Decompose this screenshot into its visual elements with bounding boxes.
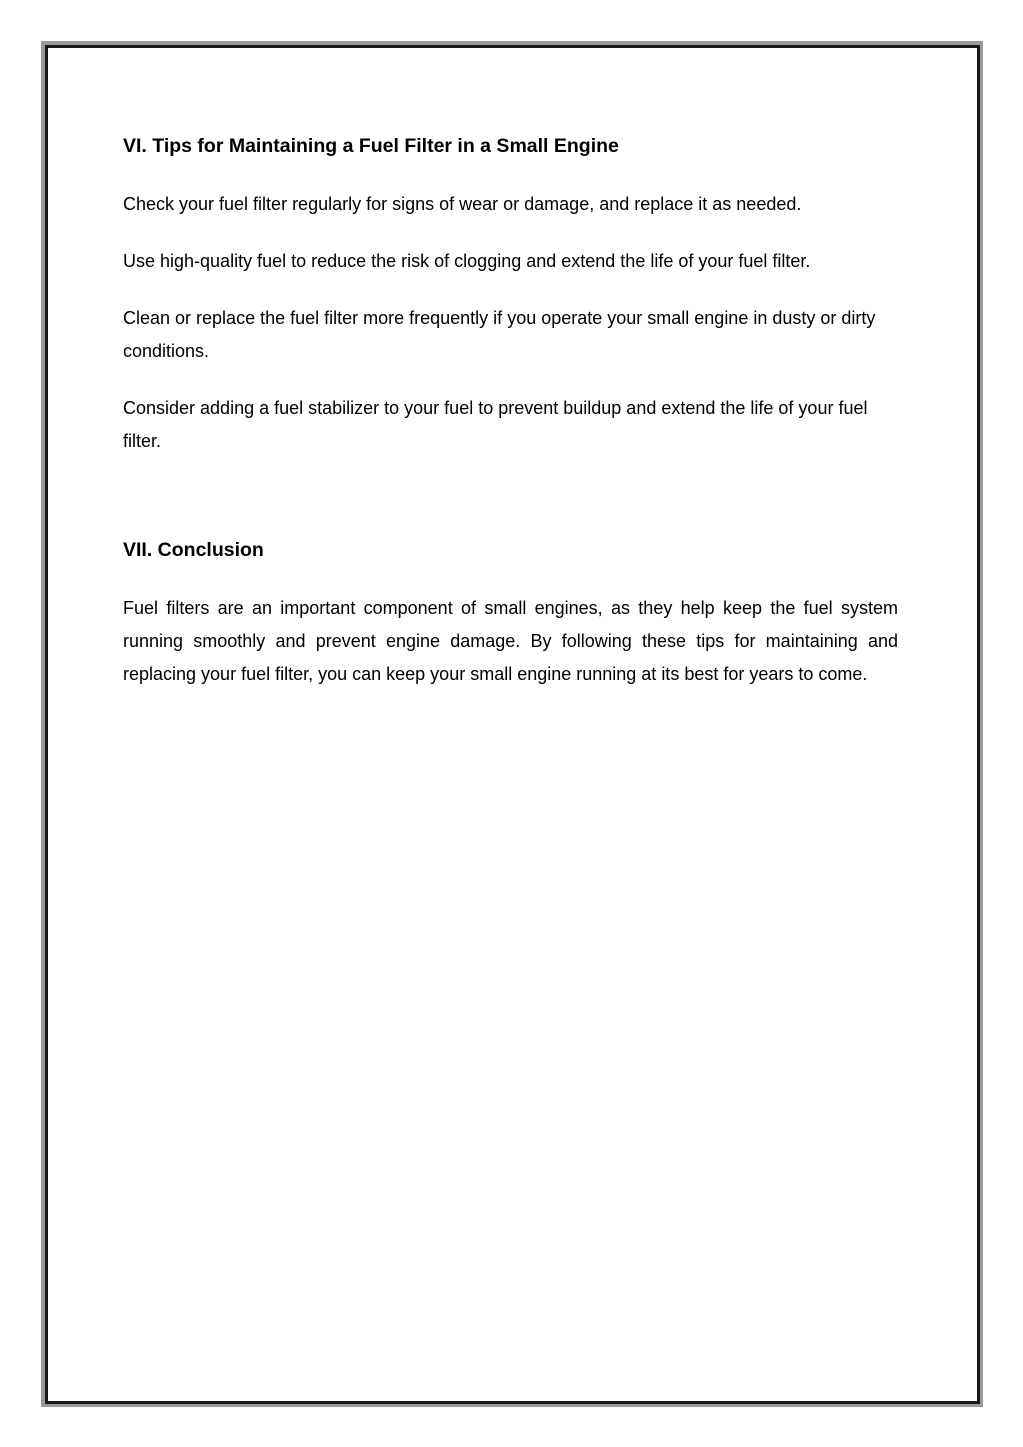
page-content <box>123 134 898 691</box>
page-border <box>41 41 983 1407</box>
section-heading-tips: VI. Tips for Maintaining a Fuel Filter in a Small Engine <box>123 135 619 157</box>
section-heading-conclusion: VII. Conclusion <box>123 539 264 561</box>
tip-paragraph: Check your fuel filter regularly for signs of wear or damage, and replace it as needed. <box>123 194 802 214</box>
tip-paragraph: Consider adding a fuel stabilizer to your fuel to prevent buildup and extend the life of your fuel filter. <box>123 398 868 451</box>
tip-paragraph: Clean or replace the fuel filter more frequently if you operate your small engine in dusty or dirty conditions. <box>123 308 876 361</box>
conclusion-paragraph: Fuel filters are an important component of small engines, as they help keep the fuel system running smoothly and prevent engine damage. By following these tips for maintaining and replacing your fuel filter, you can keep your small engine running at its best for years to come. <box>123 598 898 684</box>
document-page <box>45 45 980 1404</box>
tip-paragraph: Use high-quality fuel to reduce the risk of clogging and extend the life of your fuel filter. <box>123 251 811 271</box>
